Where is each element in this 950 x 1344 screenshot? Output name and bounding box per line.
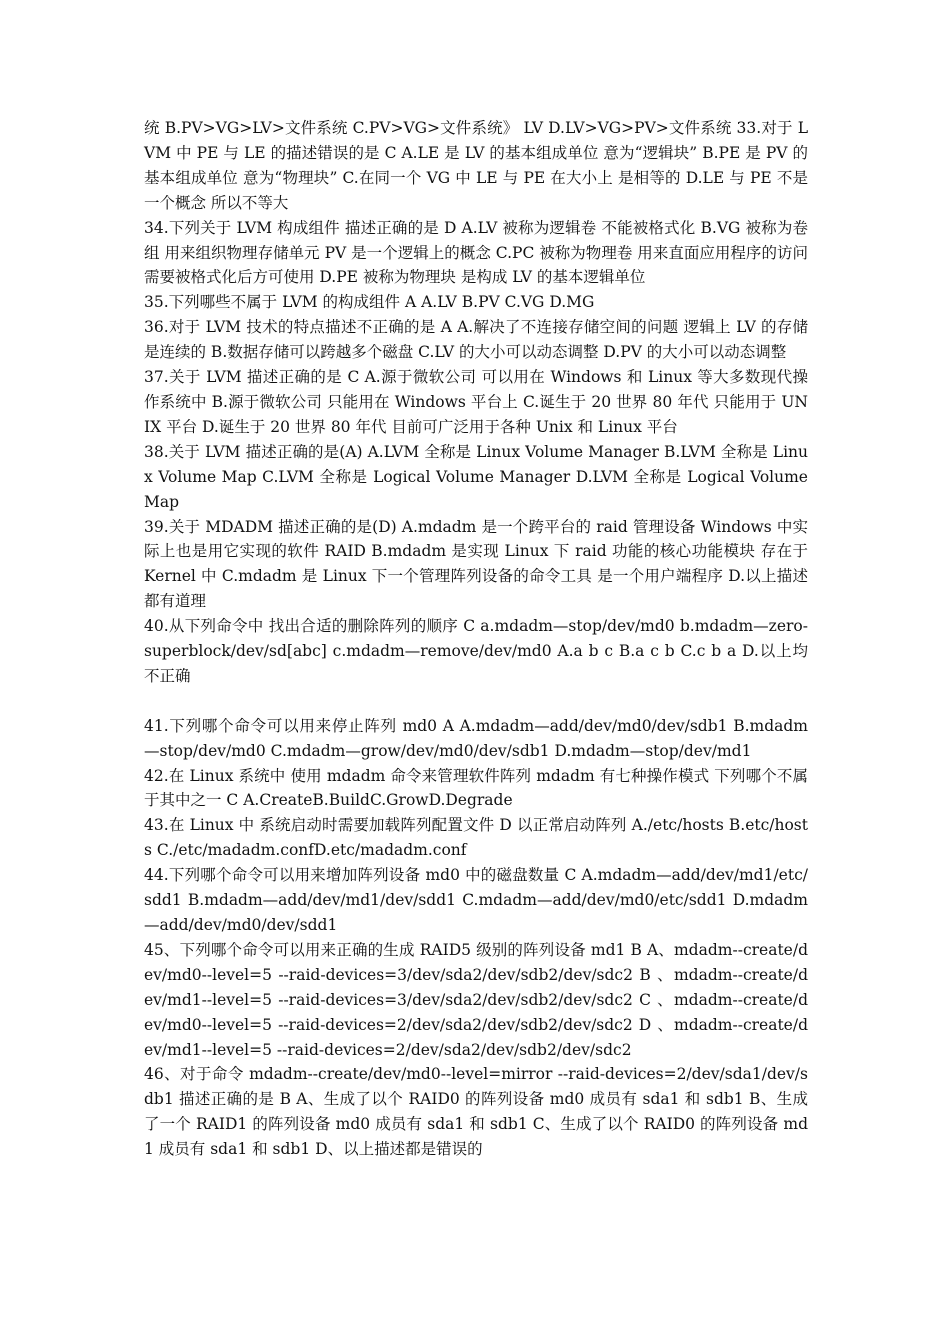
paragraph-q39: 39.关于 MDADM 描述正确的是(D) A.mdadm 是一个跨平台的 raid 管理设备 Windows 中实际上也是用它实现的软件 RAID B.mdadm 是实现 Linux 下 raid 功能的核心功能模块 存在于 Kernel 中 C.mdadm 是 Linux 下一个管理阵列设备的命令工具 是一个用户端程序 D.以上描述都有道理 [144,517,808,611]
blank-line [144,689,808,714]
paragraph-q43: 43.在 Linux 中 系统启动时需要加载阵列配置文件 D 以正常启动阵列 A./etc/hosts B.etc/hosts C./etc/madadm.confD.etc/madadm.conf [144,816,808,860]
paragraph-q40: 40.从下列命令中 找出合适的删除阵列的顺序 C a.mdadm—stop/dev/md0 b.mdadm—zero-superblock/dev/sd[abc] c.mdadm—remove/dev/md0 A.a b c B.a c b C.c b a D.以上均不正确 [144,617,808,685]
paragraph-q42: 42.在 Linux 系统中 使用 mdadm 命令来管理软件阵列 mdadm 有七种操作模式 下列哪个不属于其中之一 C A.CreateB.BuildC.GrowD.Degrade [144,766,808,810]
paragraph-q36: 36.对于 LVM 技术的特点描述不正确的是 A A.解决了不连接存储空间的问题 逻辑上 LV 的存储是连续的 B.数据存储可以跨越多个磁盘 C.LV 的大小可以动态调整 D.PV 的大小可以动态调整 [144,318,808,362]
paragraph-q37: 37.关于 LVM 描述正确的是 C A.源于微软公司 可以用在 Windows 和 Linux 等大多数现代操作系统中 B.源于微软公司 只能用在 Windows 平台上 C.诞生于 20 世界 80 年代 只能用于 UNIX 平台 D.诞生于 20 世界 80 年代 目前可广泛用于各种 Unix 和 Linux 平台 [144,368,808,436]
paragraph-q34: 34.下列关于 LVM 构成组件 描述正确的是 D A.LV 被称为逻辑卷 不能被格式化 B.VG 被称为卷组 用来组织物理存储单元 PV 是一个逻辑上的概念 C.PC 被称为物理卷 用来直面应用程序的访问 需要被格式化后方可使用 D.PE 被称为物理块 是构成 LV 的基本逻辑单位 [144,218,808,287]
paragraph-q38: 38.关于 LVM 描述正确的是(A) A.LVM 全称是 Linux Volume Manager B.LVM 全称是 Linux Volume Map C.LVM 全称是 Logical Volume Manager D.LVM 全称是 Logical Volume Map [144,442,808,511]
paragraph-q32-tail-q33: 统 B.PV>VG>LV>文件系统 C.PV>VG>文件系统》 LV D.LV>VG>PV>文件系统 33.对于 LVM 中 PE 与 LE 的描述错误的是 C A.LE 是 LV 的基本组成单位 意为“逻辑块” B.PE 是 PV 的基本组成单位 意为“物理块” C.在同一个 VG 中 LE 与 PE 在大小上 是相等的 D.LE 与 PE 不是一个概念 所以不等大 [144,119,808,212]
document-body [144,116,808,1162]
paragraph-q44: 44.下列哪个命令可以用来增加阵列设备 md0 中的磁盘数量 C A.mdadm—add/dev/md1/etc/sdd1 B.mdadm—add/dev/md1/dev/sdd1 C.mdadm—add/dev/md0/etc/sdd1 D.mdadm—add/dev/md0/dev/sdd1 [144,866,808,934]
paragraph-q45: 45、下列哪个命令可以用来正确的生成 RAID5 级别的阵列设备 md1 B A、mdadm--create/dev/md0--level=5 --raid-devices=3/dev/sda2/dev/sdb2/dev/sdc2 B 、mdadm--create/dev/md1--level=5 --raid-devices=3/dev/sda2/dev/sdb2/dev/sdc2 C 、mdadm--create/dev/md0--level=5 --raid-devices=2/dev/sda2/dev/sdb2/dev/sdc2 D 、mdadm--create/dev/md1--level=5 --raid-devices=2/dev/sda2/dev/sdb2/dev/sdc2 [144,940,808,1059]
paragraph-q46: 46、对于命令 mdadm--create/dev/md0--level=mirror --raid-devices=2/dev/sda1/dev/sdb1 描述正确的是 B A、生成了以个 RAID0 的阵列设备 md0 成员有 sda1 和 sdb1 B、生成了一个 RAID1 的阵列设备 md0 成员有 sda1 和 sdb1 C、生成了以个 RAID0 的阵列设备 md1 成员有 sda1 和 sdb1 D、以上描述都是错误的 [144,1065,808,1159]
paragraph-q41: 41.下列哪个命令可以用来停止阵列 md0 A A.mdadm—add/dev/md0/dev/sdb1 B.mdadm—stop/dev/md0 C.mdadm—grow/dev/md0/dev/sdb1 D.mdadm—stop/dev/md1 [144,716,808,760]
paragraph-q35: 35.下列哪些不属于 LVM 的构成组件 A A.LV B.PV C.VG D.MG [144,293,595,312]
